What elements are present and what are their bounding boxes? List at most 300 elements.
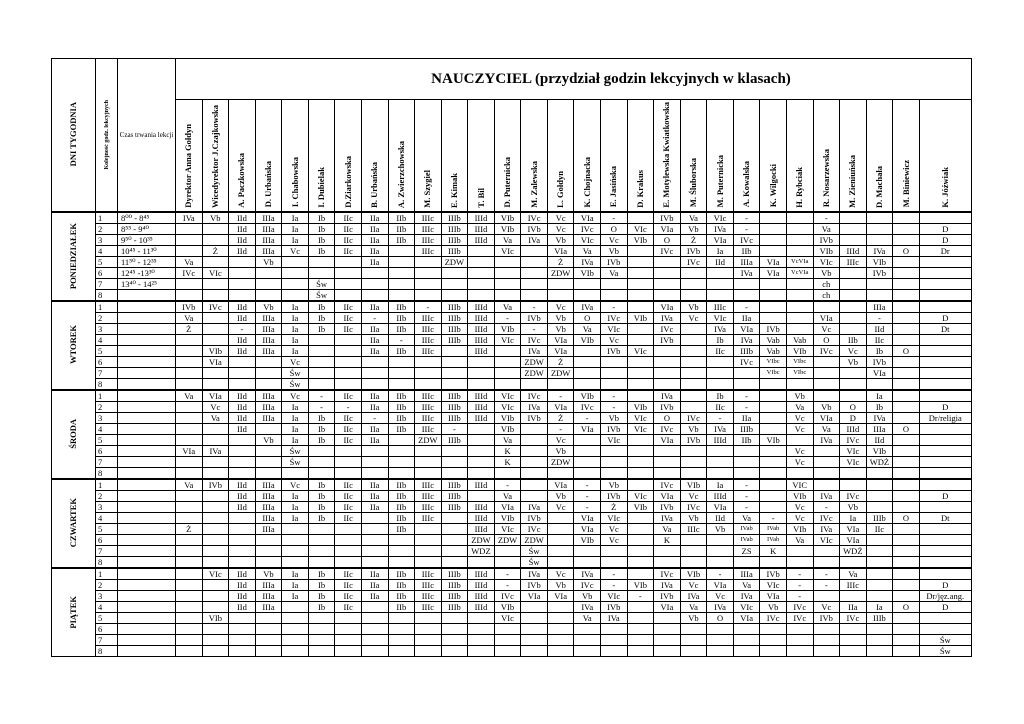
lesson-time bbox=[118, 313, 176, 324]
assignment-cell: VIb bbox=[494, 602, 521, 613]
assignment-cell bbox=[840, 235, 867, 246]
assignment-cell bbox=[415, 357, 442, 368]
assignment-cell bbox=[547, 546, 574, 557]
assignment-cell bbox=[388, 535, 415, 546]
assignment-cell bbox=[574, 290, 601, 302]
assignment-cell: Vb bbox=[707, 524, 734, 535]
assignment-cell bbox=[919, 624, 971, 635]
assignment-cell: IVb bbox=[866, 357, 893, 368]
assignment-cell bbox=[468, 557, 495, 569]
assignment-cell bbox=[335, 290, 362, 302]
assignment-cell: IId bbox=[707, 513, 734, 524]
assignment-cell bbox=[601, 379, 628, 391]
assignment-cell bbox=[733, 646, 760, 657]
lesson-number: 1 bbox=[96, 479, 118, 491]
assignment-cell bbox=[786, 546, 813, 557]
assignment-cell bbox=[574, 279, 601, 290]
assignment-cell: IVa bbox=[521, 235, 548, 246]
assignment-cell bbox=[654, 613, 681, 624]
assignment-cell: O bbox=[893, 246, 920, 257]
assignment-cell bbox=[202, 379, 229, 391]
assignment-cell bbox=[202, 257, 229, 268]
assignment-cell: IIIc bbox=[680, 524, 707, 535]
assignment-cell bbox=[361, 468, 388, 480]
assignment-cell: VIa bbox=[574, 524, 601, 535]
assignment-cell: IIb bbox=[388, 301, 415, 313]
assignment-cell bbox=[919, 557, 971, 569]
assignment-cell: O bbox=[601, 224, 628, 235]
assignment-cell bbox=[919, 368, 971, 379]
assignment-cell bbox=[547, 624, 574, 635]
lesson-number: 1 bbox=[96, 390, 118, 402]
assignment-cell bbox=[415, 268, 442, 279]
assignment-cell bbox=[521, 646, 548, 657]
assignment-cell: IIa bbox=[361, 435, 388, 446]
assignment-cell: IIc bbox=[335, 602, 362, 613]
assignment-cell: VIa bbox=[654, 224, 681, 235]
assignment-cell bbox=[786, 379, 813, 391]
assignment-cell bbox=[866, 580, 893, 591]
assignment-cell: - bbox=[361, 413, 388, 424]
assignment-cell bbox=[547, 646, 574, 657]
assignment-cell: IIIa bbox=[255, 402, 282, 413]
assignment-cell bbox=[361, 535, 388, 546]
assignment-cell: IVa bbox=[176, 212, 203, 224]
assignment-cell: Ia bbox=[282, 424, 309, 435]
assignment-cell bbox=[521, 635, 548, 646]
assignment-cell bbox=[176, 535, 203, 546]
assignment-cell: Ib bbox=[308, 235, 335, 246]
assignment-cell bbox=[468, 446, 495, 457]
lesson-number: 6 bbox=[96, 268, 118, 279]
assignment-cell bbox=[893, 279, 920, 290]
lesson-row bbox=[52, 457, 972, 468]
lesson-number: 3 bbox=[96, 413, 118, 424]
assignment-cell: - bbox=[707, 568, 734, 580]
assignment-cell: IIIb bbox=[441, 402, 468, 413]
assignment-cell: Va bbox=[733, 513, 760, 524]
assignment-cell bbox=[866, 491, 893, 502]
assignment-cell bbox=[468, 457, 495, 468]
assignment-cell: IVab bbox=[760, 535, 787, 546]
assignment-cell bbox=[707, 379, 734, 391]
assignment-cell bbox=[919, 613, 971, 624]
assignment-cell bbox=[441, 268, 468, 279]
teacher-header: E. Jasińska bbox=[601, 100, 628, 213]
lesson-row bbox=[52, 246, 972, 257]
assignment-cell: IIIb bbox=[441, 413, 468, 424]
assignment-cell bbox=[760, 390, 787, 402]
assignment-cell: Dr/religia bbox=[919, 413, 971, 424]
assignment-cell: VIa bbox=[574, 424, 601, 435]
assignment-cell bbox=[786, 212, 813, 224]
assignment-cell bbox=[361, 357, 388, 368]
assignment-cell bbox=[627, 357, 654, 368]
assignment-cell: Ia bbox=[707, 479, 734, 491]
assignment-cell: Vb bbox=[840, 502, 867, 513]
assignment-cell: IId bbox=[229, 502, 256, 513]
assignment-cell bbox=[441, 290, 468, 302]
assignment-cell bbox=[760, 491, 787, 502]
assignment-cell: IIIa bbox=[255, 591, 282, 602]
assignment-cell: Ia bbox=[282, 568, 309, 580]
assignment-cell bbox=[919, 546, 971, 557]
assignment-cell bbox=[308, 368, 335, 379]
assignment-cell bbox=[229, 646, 256, 657]
assignment-cell: VIb bbox=[494, 424, 521, 435]
assignment-cell: Ia bbox=[282, 335, 309, 346]
assignment-cell: IIIc bbox=[840, 580, 867, 591]
assignment-cell bbox=[786, 646, 813, 657]
assignment-cell: Ib bbox=[308, 246, 335, 257]
assignment-cell: IVc bbox=[654, 479, 681, 491]
assignment-cell: IIId bbox=[468, 235, 495, 246]
assignment-cell bbox=[813, 301, 840, 313]
assignment-cell: VIb bbox=[494, 324, 521, 335]
assignment-cell bbox=[308, 335, 335, 346]
assignment-cell: IIIb bbox=[441, 246, 468, 257]
assignment-cell bbox=[840, 379, 867, 391]
assignment-cell bbox=[866, 290, 893, 302]
assignment-cell: Va bbox=[494, 301, 521, 313]
lesson-row bbox=[52, 324, 972, 335]
assignment-cell: VIb bbox=[202, 613, 229, 624]
lesson-time bbox=[118, 546, 176, 557]
assignment-cell: VIa bbox=[840, 535, 867, 546]
lesson-number: 7 bbox=[96, 546, 118, 557]
assignment-cell: O bbox=[893, 346, 920, 357]
assignment-cell: - bbox=[308, 402, 335, 413]
lesson-time bbox=[118, 424, 176, 435]
assignment-cell: Vc bbox=[680, 313, 707, 324]
assignment-cell: IIb bbox=[388, 413, 415, 424]
assignment-cell bbox=[919, 257, 971, 268]
assignment-cell: Ż bbox=[176, 324, 203, 335]
assignment-cell bbox=[388, 646, 415, 657]
assignment-cell: IId bbox=[229, 424, 256, 435]
assignment-cell: IIb bbox=[388, 324, 415, 335]
assignment-cell bbox=[176, 591, 203, 602]
assignment-cell bbox=[441, 635, 468, 646]
assignment-cell: VIb bbox=[760, 435, 787, 446]
assignment-cell: VIc bbox=[574, 235, 601, 246]
assignment-cell bbox=[308, 635, 335, 646]
assignment-cell bbox=[760, 446, 787, 457]
assignment-cell: - bbox=[388, 335, 415, 346]
assignment-cell bbox=[468, 468, 495, 480]
assignment-cell bbox=[707, 635, 734, 646]
assignment-cell bbox=[521, 290, 548, 302]
assignment-cell: VIbc bbox=[786, 357, 813, 368]
assignment-cell: IIId bbox=[707, 435, 734, 446]
lesson-time bbox=[118, 568, 176, 580]
assignment-cell: VIbc bbox=[760, 357, 787, 368]
assignment-cell bbox=[733, 468, 760, 480]
assignment-cell: IIc bbox=[707, 402, 734, 413]
assignment-cell bbox=[919, 479, 971, 491]
assignment-cell: VIc bbox=[627, 224, 654, 235]
assignment-cell bbox=[361, 279, 388, 290]
assignment-cell: - bbox=[601, 301, 628, 313]
assignment-cell bbox=[893, 390, 920, 402]
assignment-cell: IIb bbox=[388, 390, 415, 402]
assignment-cell bbox=[521, 479, 548, 491]
assignment-cell: Va bbox=[733, 580, 760, 591]
assignment-cell: - bbox=[866, 313, 893, 324]
assignment-cell bbox=[919, 424, 971, 435]
assignment-cell: - bbox=[494, 479, 521, 491]
assignment-cell: VIc bbox=[840, 457, 867, 468]
assignment-cell: IIIc bbox=[415, 602, 442, 613]
assignment-cell: IIIb bbox=[866, 613, 893, 624]
assignment-cell bbox=[786, 624, 813, 635]
assignment-cell: IIIb bbox=[441, 324, 468, 335]
assignment-cell bbox=[441, 646, 468, 657]
assignment-cell bbox=[255, 457, 282, 468]
assignment-cell: Vb bbox=[786, 390, 813, 402]
assignment-cell: IIIb bbox=[441, 435, 468, 446]
assignment-cell bbox=[441, 513, 468, 524]
lesson-time bbox=[118, 402, 176, 413]
lesson-row bbox=[52, 224, 972, 235]
assignment-cell bbox=[229, 435, 256, 446]
assignment-cell: - bbox=[813, 502, 840, 513]
assignment-cell: IId bbox=[229, 602, 256, 613]
assignment-cell: Ia bbox=[866, 390, 893, 402]
assignment-cell: IIId bbox=[468, 591, 495, 602]
assignment-cell bbox=[840, 479, 867, 491]
assignment-cell bbox=[202, 279, 229, 290]
assignment-cell: Ia bbox=[282, 324, 309, 335]
assignment-cell bbox=[893, 557, 920, 569]
assignment-cell bbox=[494, 546, 521, 557]
assignment-cell: Vc bbox=[547, 568, 574, 580]
assignment-cell: IId bbox=[229, 413, 256, 424]
lesson-number: 8 bbox=[96, 468, 118, 480]
assignment-cell bbox=[627, 546, 654, 557]
assignment-cell: D bbox=[919, 491, 971, 502]
lesson-row bbox=[52, 235, 972, 246]
assignment-cell: Va bbox=[786, 402, 813, 413]
assignment-cell bbox=[415, 257, 442, 268]
assignment-cell: Vab bbox=[786, 335, 813, 346]
assignment-cell: IId bbox=[229, 491, 256, 502]
assignment-cell: D bbox=[919, 224, 971, 235]
assignment-cell bbox=[415, 535, 442, 546]
lesson-number: 5 bbox=[96, 524, 118, 535]
assignment-cell: IVc bbox=[840, 435, 867, 446]
assignment-cell: VIc bbox=[494, 335, 521, 346]
assignment-cell bbox=[202, 491, 229, 502]
assignment-cell bbox=[415, 457, 442, 468]
assignment-cell bbox=[361, 646, 388, 657]
lesson-row bbox=[52, 290, 972, 302]
lesson-row bbox=[52, 468, 972, 480]
assignment-cell: Va bbox=[176, 257, 203, 268]
assignment-cell: Vc bbox=[547, 301, 574, 313]
assignment-cell: IVa bbox=[813, 524, 840, 535]
assignment-cell: IVc bbox=[574, 580, 601, 591]
assignment-cell: IVb bbox=[680, 246, 707, 257]
assignment-cell: Ia bbox=[282, 402, 309, 413]
assignment-cell: WDŻ bbox=[866, 457, 893, 468]
assignment-cell: IIb bbox=[733, 246, 760, 257]
assignment-cell bbox=[654, 368, 681, 379]
lesson-time bbox=[118, 591, 176, 602]
assignment-cell bbox=[468, 435, 495, 446]
assignment-cell: VIb bbox=[574, 268, 601, 279]
assignment-cell bbox=[840, 268, 867, 279]
assignment-cell: - bbox=[308, 390, 335, 402]
assignment-cell bbox=[229, 513, 256, 524]
assignment-cell: IIId bbox=[840, 246, 867, 257]
assignment-cell: IIa bbox=[361, 224, 388, 235]
assignment-cell: IId bbox=[229, 346, 256, 357]
assignment-cell: IVb bbox=[521, 313, 548, 324]
assignment-cell bbox=[229, 379, 256, 391]
assignment-cell: IVc bbox=[521, 390, 548, 402]
assignment-cell bbox=[335, 535, 362, 546]
assignment-cell: IVa bbox=[733, 268, 760, 279]
assignment-cell bbox=[893, 402, 920, 413]
assignment-cell: Ib bbox=[308, 301, 335, 313]
assignment-cell: IIc bbox=[335, 390, 362, 402]
assignment-cell bbox=[786, 313, 813, 324]
assignment-cell: - bbox=[574, 502, 601, 513]
assignment-cell: - bbox=[786, 568, 813, 580]
assignment-cell: IIIb bbox=[733, 346, 760, 357]
assignment-cell: IIId bbox=[468, 335, 495, 346]
assignment-cell bbox=[813, 390, 840, 402]
assignment-cell: VIa bbox=[654, 301, 681, 313]
assignment-cell bbox=[255, 268, 282, 279]
assignment-cell: IVa bbox=[574, 257, 601, 268]
assignment-cell: IVc bbox=[813, 513, 840, 524]
assignment-cell: Vb bbox=[202, 212, 229, 224]
assignment-cell bbox=[308, 535, 335, 546]
assignment-cell: Va bbox=[574, 324, 601, 335]
lesson-number: 3 bbox=[96, 591, 118, 602]
assignment-cell bbox=[255, 546, 282, 557]
assignment-cell bbox=[627, 457, 654, 468]
assignment-cell: Vc bbox=[601, 524, 628, 535]
assignment-cell: IIb bbox=[388, 224, 415, 235]
assignment-cell: IIId bbox=[468, 402, 495, 413]
assignment-cell: - bbox=[601, 402, 628, 413]
lesson-number: 7 bbox=[96, 368, 118, 379]
assignment-cell bbox=[893, 301, 920, 313]
assignment-cell bbox=[388, 379, 415, 391]
assignment-cell: IIId bbox=[468, 580, 495, 591]
assignment-cell: IIIa bbox=[255, 346, 282, 357]
assignment-cell bbox=[335, 379, 362, 391]
assignment-cell bbox=[601, 557, 628, 569]
assignment-cell: Ż bbox=[202, 246, 229, 257]
assignment-cell: ZS bbox=[733, 546, 760, 557]
assignment-cell bbox=[893, 235, 920, 246]
assignment-cell: ZDW bbox=[521, 368, 548, 379]
assignment-cell bbox=[574, 346, 601, 357]
assignment-cell bbox=[388, 268, 415, 279]
assignment-cell: IVb bbox=[601, 346, 628, 357]
assignment-cell bbox=[919, 568, 971, 580]
assignment-cell: IId bbox=[229, 390, 256, 402]
assignment-cell: O bbox=[893, 513, 920, 524]
lesson-number: 7 bbox=[96, 457, 118, 468]
lesson-time bbox=[118, 468, 176, 480]
lesson-number: 4 bbox=[96, 246, 118, 257]
assignment-cell bbox=[308, 468, 335, 480]
assignment-cell bbox=[415, 290, 442, 302]
assignment-cell: IVc bbox=[733, 235, 760, 246]
assignment-cell bbox=[415, 646, 442, 657]
assignment-cell bbox=[601, 446, 628, 457]
assignment-cell bbox=[308, 257, 335, 268]
assignment-cell: IIIa bbox=[255, 602, 282, 613]
assignment-cell: Vc bbox=[786, 413, 813, 424]
assignment-cell bbox=[441, 368, 468, 379]
assignment-cell: IVb bbox=[654, 502, 681, 513]
assignment-cell bbox=[786, 235, 813, 246]
lesson-number: 3 bbox=[96, 235, 118, 246]
assignment-cell bbox=[627, 635, 654, 646]
assignment-cell bbox=[654, 379, 681, 391]
assignment-cell bbox=[229, 635, 256, 646]
lesson-row bbox=[52, 591, 972, 602]
assignment-cell: VIc bbox=[601, 435, 628, 446]
assignment-cell: IVc bbox=[813, 346, 840, 357]
assignment-cell: WDZ bbox=[468, 546, 495, 557]
assignment-cell bbox=[468, 279, 495, 290]
assignment-cell bbox=[176, 235, 203, 246]
assignment-cell: VIc bbox=[813, 535, 840, 546]
lesson-time bbox=[118, 502, 176, 513]
assignment-cell: IIIc bbox=[415, 591, 442, 602]
assignment-cell bbox=[415, 279, 442, 290]
assignment-cell: IVa bbox=[521, 568, 548, 580]
assignment-cell bbox=[760, 235, 787, 246]
assignment-cell: Ib bbox=[308, 324, 335, 335]
assignment-cell: IVb bbox=[521, 580, 548, 591]
assignment-cell: Ia bbox=[282, 513, 309, 524]
assignment-cell: IIc bbox=[335, 424, 362, 435]
lesson-number: 3 bbox=[96, 324, 118, 335]
assignment-cell: D bbox=[919, 313, 971, 324]
assignment-cell: IIa bbox=[361, 324, 388, 335]
assignment-cell: IIc bbox=[335, 246, 362, 257]
assignment-cell bbox=[707, 468, 734, 480]
assignment-cell: VIa bbox=[866, 368, 893, 379]
assignment-cell: Vc bbox=[601, 335, 628, 346]
lesson-row bbox=[52, 513, 972, 524]
assignment-cell: - bbox=[415, 301, 442, 313]
assignment-cell: VIc bbox=[494, 613, 521, 624]
assignment-cell bbox=[547, 290, 574, 302]
assignment-cell: IIc bbox=[335, 513, 362, 524]
assignment-cell bbox=[627, 257, 654, 268]
assignment-cell: IVc bbox=[733, 357, 760, 368]
assignment-cell: Vb bbox=[813, 268, 840, 279]
assignment-cell: VIbc bbox=[786, 368, 813, 379]
assignment-cell bbox=[733, 379, 760, 391]
lesson-row bbox=[52, 546, 972, 557]
assignment-cell bbox=[176, 613, 203, 624]
assignment-cell bbox=[335, 557, 362, 569]
assignment-cell: IIb bbox=[840, 335, 867, 346]
assignment-cell bbox=[707, 646, 734, 657]
lesson-time bbox=[118, 513, 176, 524]
assignment-cell: VIc bbox=[202, 568, 229, 580]
